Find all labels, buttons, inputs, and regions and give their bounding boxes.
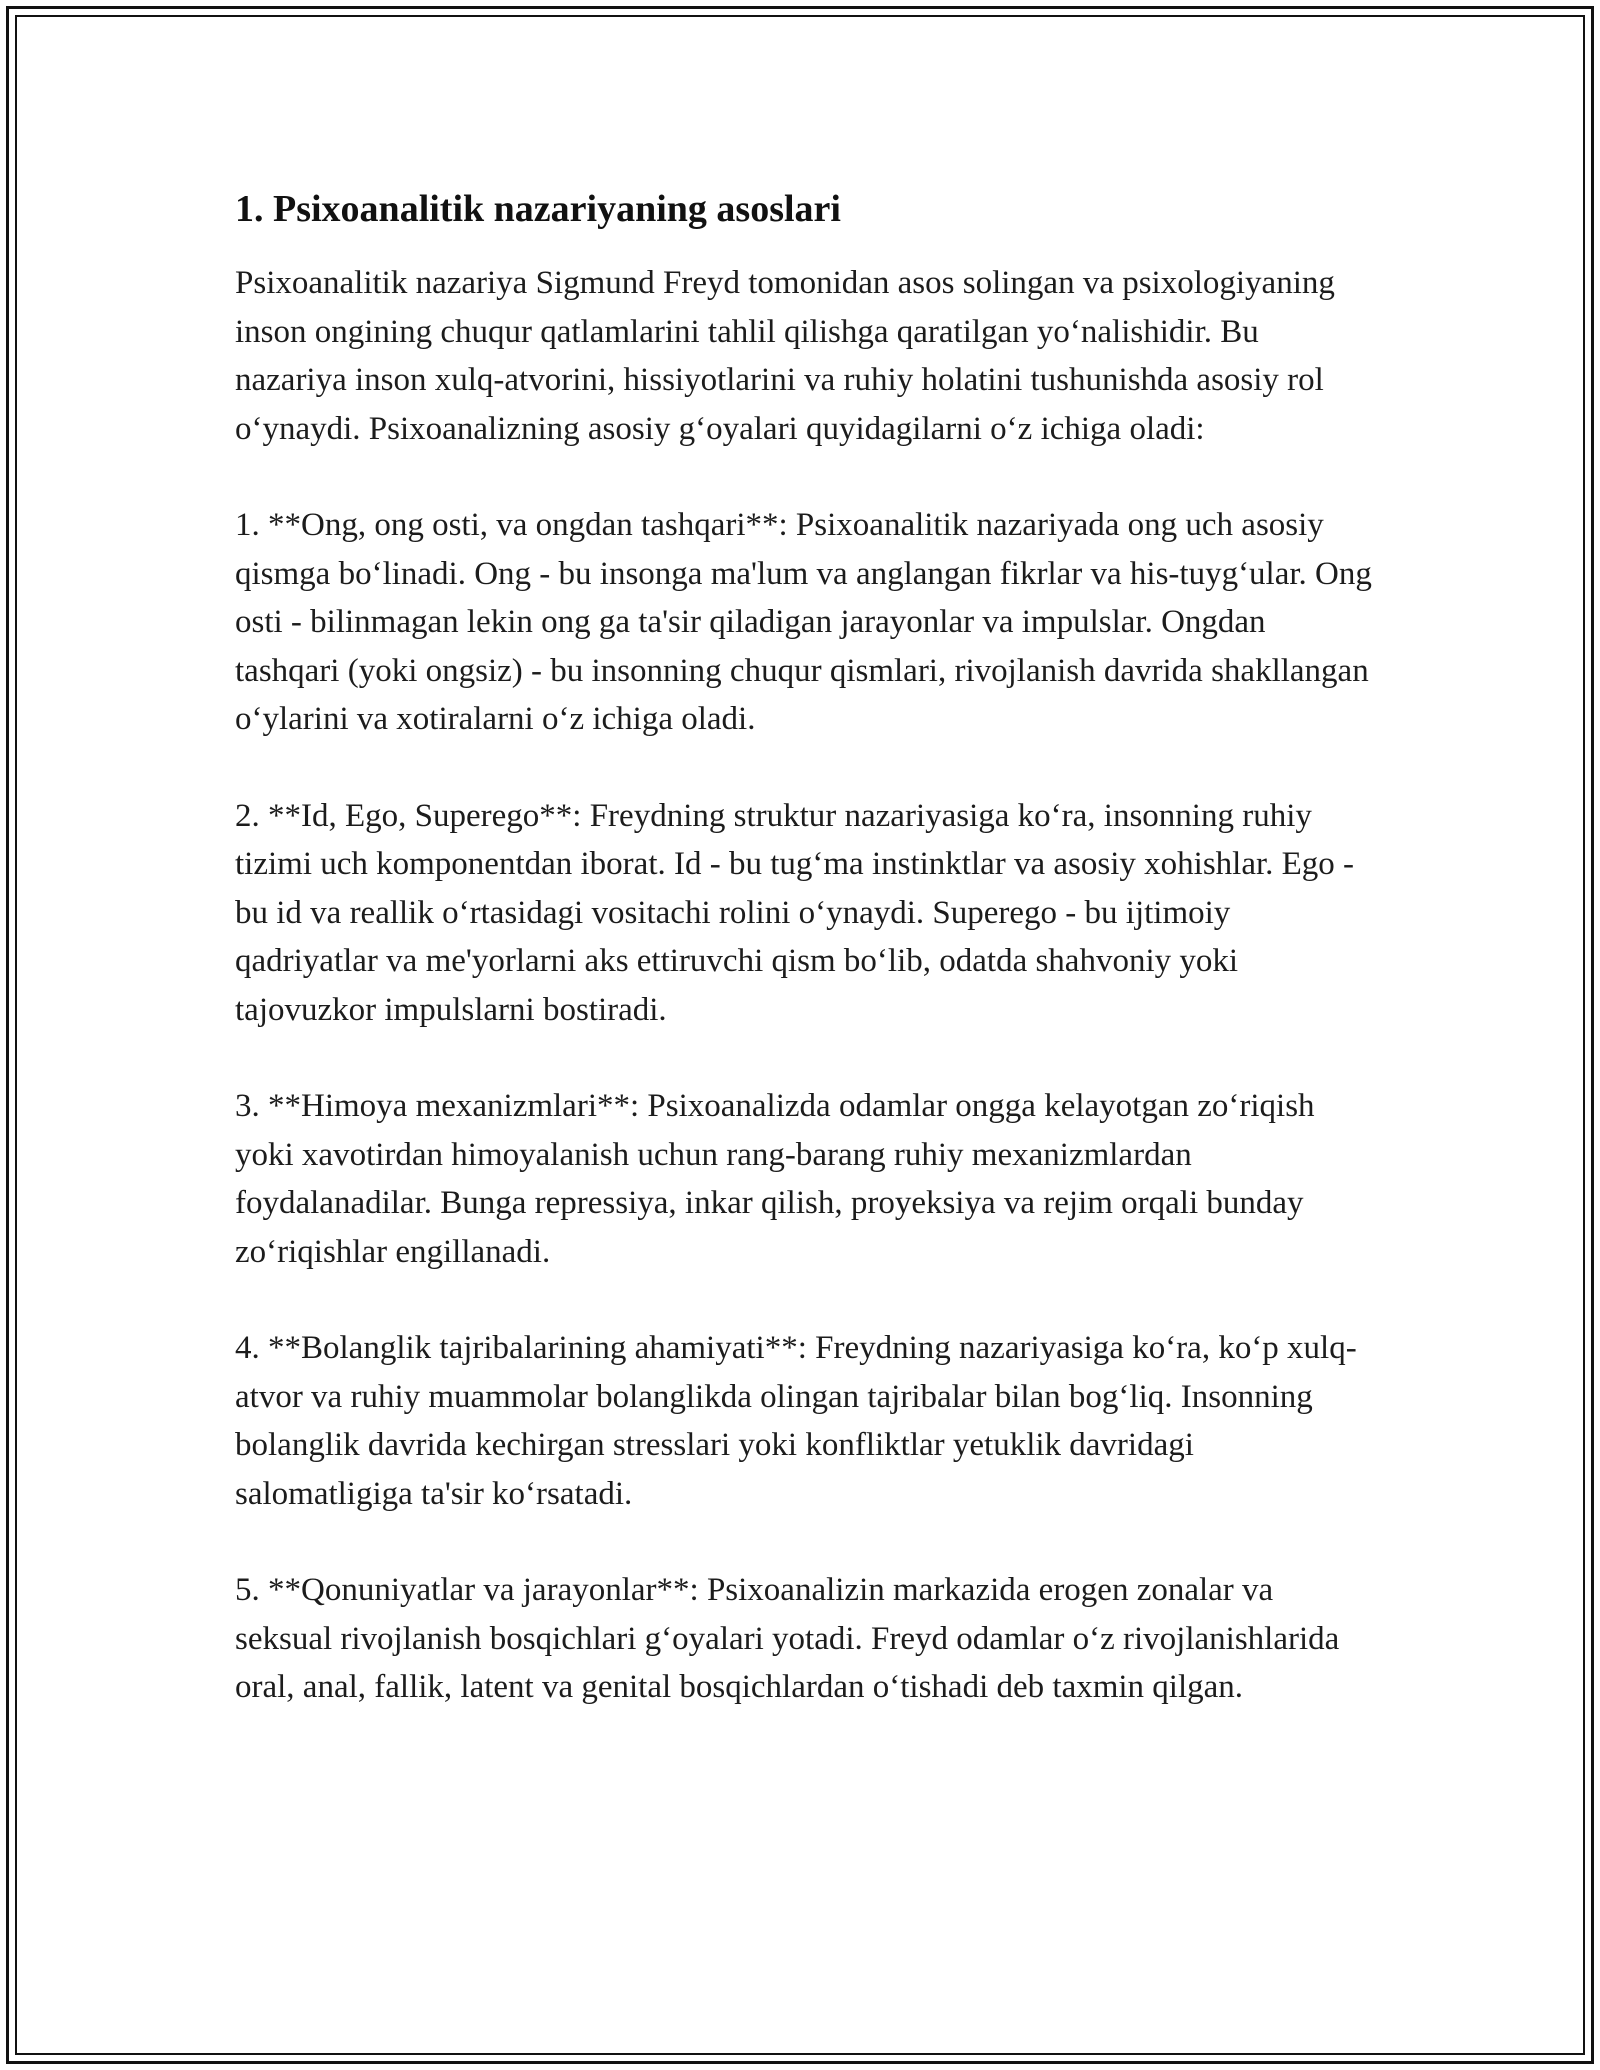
point-5-paragraph: 5. **Qonuniyatlar va jarayonlar**: Psixoanalizin markazida erogen zonalar va seksual rivojlanish bosqichlari g‘oyalari yotadi. Freyd odamlar o‘z rivojlanishlarida oral, anal, fallik, latent va genital bosqichlardan o‘tishadi deb taxmin qilgan.	[235, 1572, 1340, 1705]
point-1-paragraph: 1. **Ong, ong osti, va ongdan tashqari**: Psixoanalitik nazariyada ong uch asosiy qismga bo‘linadi. Ong - bu insonga ma'lum va anglangan fikrlar va his-tuyg‘ular. Ong osti - bilinmagan lekin ong ga ta'sir qiladigan jarayonlar va impulslar. Ongdan tashqari (yoki ongsiz) - bu insonning chuqur qismlari, rivojlanish davrida shakllangan o‘ylarini va xotiralarni o‘z ichiga oladi.	[235, 507, 1372, 737]
point-4-paragraph: 4. **Bolanglik tajribalarining ahamiyati**: Freydning nazariyasiga ko‘ra, ko‘p xulq-atvor va ruhiy muammolar bolanglikda olingan tajribalar bilan bog‘liq. Insonning bolanglik davrida kechirgan stresslari yoki konfliktlar yetuklik davridagi salomatligiga ta'sir ko‘rsatadi.	[235, 1330, 1357, 1512]
point-3-paragraph: 3. **Himoya mexanizmlari**: Psixoanalizda odamlar ongga kelayotgan zo‘riqish yoki xavotirdan himoyalanish uchun rang-barang ruhiy mexanizmlardan foydalanadilar. Bunga repressiya, inkar qilish, proyeksiya va rejim orqali bunday zo‘riqishlar engillanadi.	[235, 1088, 1315, 1270]
document-heading: 1. Psixoanalitik nazariyaning asoslari	[235, 188, 841, 230]
point-2-paragraph: 2. **Id, Ego, Superego**: Freydning struktur nazariyasiga ko‘ra, insonning ruhiy tizimi uch komponentdan iborat. Id - bu tug‘ma instinktlar va asosiy xohishlar. Ego - bu id va reallik o‘rtasidagi vositachi rolini o‘ynaydi. Superego - bu ijtimoiy qadriyatlar va me'yorlarni aks ettiruvchi qism bo‘lib, odatda shahvoniy yoki tajovuzkor impulslarni bostiradi.	[235, 797, 1355, 1028]
document-body	[235, 185, 1375, 1760]
intro-paragraph: Psixoanalitik nazariya Sigmund Freyd tomonidan asos solingan va psixologiyaning inson ongining chuqur qatlamlarini tahlil qilishga qaratilgan yo‘nalishidir. Bu nazariya inson xulq-atvorini, hissiyotlarini va ruhiy holatini tushunishda asosiy rol o‘ynaydi. Psixoanalizning asosiy g‘oyalari quyidagilarni o‘z ichiga oladi:	[235, 265, 1335, 447]
